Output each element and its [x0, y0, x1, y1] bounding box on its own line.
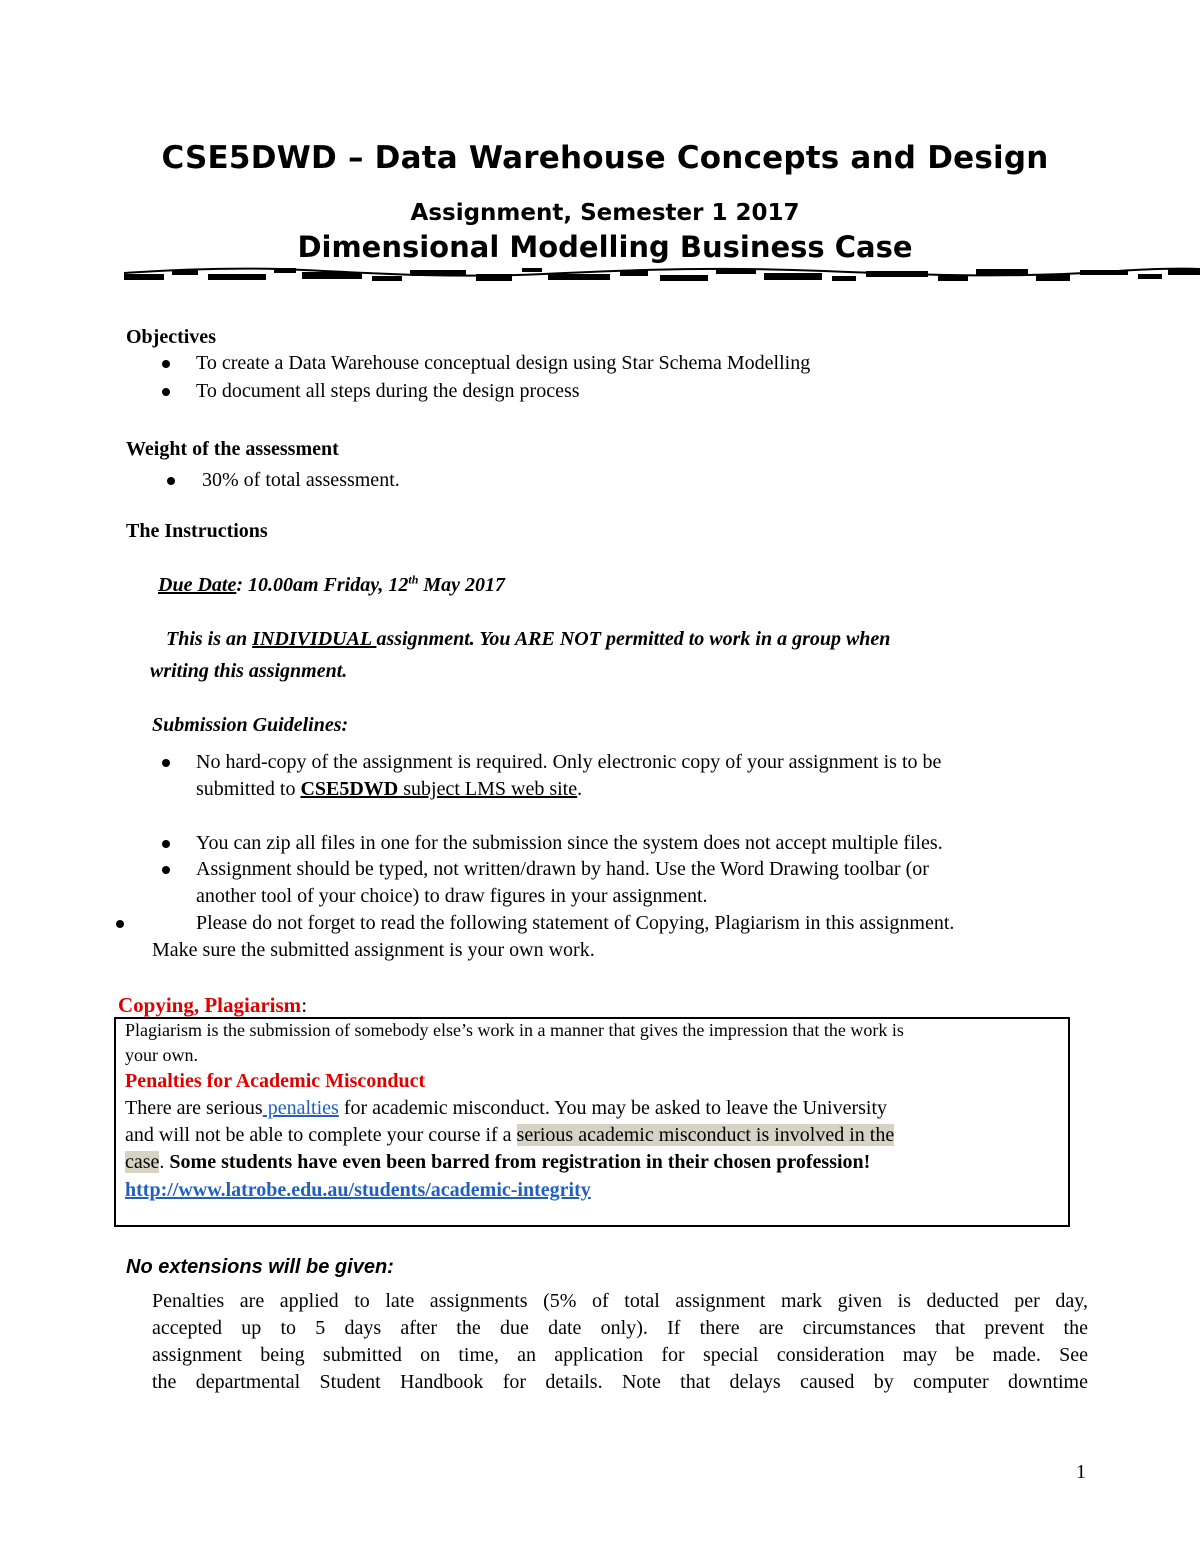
assignment-heading: Dimensional Modelling Business Case [297, 230, 913, 264]
submission-item-3-line2: another tool of your choice) to draw figures in your assignment. [196, 885, 708, 907]
extensions-heading: No extensions will be given: [126, 1256, 394, 1278]
bullet-icon [162, 840, 170, 848]
due-date-label: Due Date [158, 574, 237, 596]
extensions-line-2: accepted up to 5 days after the due date only). If there are circumstances that prevent the [152, 1317, 1088, 1339]
bullet-icon [162, 759, 170, 767]
submission-item-4-line2: Make sure the submitted assignment is your own work. [152, 939, 595, 961]
document-title: CSE5DWD – Data Warehouse Concepts and Design [161, 140, 1049, 176]
bullet-icon [116, 920, 124, 928]
due-date: Due Date: 10.00am Friday, 12th May 2017 [158, 572, 506, 596]
weight-item: 30% of total assessment. [202, 469, 400, 491]
submission-item-4: Please do not forget to read the following statement of Copying, Plagiarism in this assignment. [196, 912, 955, 934]
submission-guidelines-heading: Submission Guidelines: [152, 714, 349, 736]
penalties-link[interactable]: penalties [262, 1097, 339, 1119]
objective-item-1: To create a Data Warehouse conceptual design using Star Schema Modelling [196, 352, 811, 374]
submission-item-3: Assignment should be typed, not written/drawn by hand. Use the Word Drawing toolbar (or [196, 858, 929, 880]
penalties-heading: Penalties for Academic Misconduct [125, 1070, 426, 1092]
individual-notice-line2: writing this assignment. [150, 660, 348, 682]
page-number: 1 [1076, 1461, 1086, 1483]
bullet-icon [162, 866, 170, 874]
bullet-icon [162, 388, 170, 396]
submission-item-1-line2: submitted to CSE5DWD subject LMS web site. [196, 778, 583, 800]
bullet-icon [162, 360, 170, 368]
decorative-divider [124, 262, 1200, 288]
submission-item-2: You can zip all files in one for the submission since the system does not accept multiple files. [196, 832, 943, 854]
penalties-text: There are serious penalties for academic misconduct. You may be asked to leave the University [125, 1097, 887, 1119]
objectives-heading: Objectives [126, 326, 216, 348]
plagiarism-heading: Copying, Plagiarism: [118, 993, 308, 1017]
assignment-subtitle: Assignment, Semester 1 2017 [410, 200, 800, 226]
penalties-text-line3: case. Some students have even been barred from registration in their chosen profession! [125, 1151, 871, 1173]
plagiarism-definition: Plagiarism is the submission of somebody else’s work in a manner that gives the impression that the work is [125, 1020, 904, 1040]
extensions-line-4: the departmental Student Handbook for details. Note that delays caused by computer downtime [152, 1371, 1088, 1393]
weight-heading: Weight of the assessment [126, 438, 339, 460]
extensions-line-3: assignment being submitted on time, an application for special consideration may be made. See [152, 1344, 1088, 1366]
objective-item-2: To document all steps during the design process [196, 380, 580, 402]
instructions-heading: The Instructions [126, 520, 268, 542]
individual-notice: This is an INDIVIDUAL assignment. You ARE NOT permitted to work in a group when [166, 628, 891, 650]
plagiarism-definition-line2: your own. [125, 1045, 198, 1065]
academic-integrity-link[interactable]: http://www.latrobe.edu.au/students/academic-integrity [125, 1179, 591, 1201]
bullet-icon [167, 477, 175, 485]
extensions-line-1: Penalties are applied to late assignments (5% of total assignment mark given is deducted per day, [152, 1290, 1088, 1312]
submission-item-1: No hard-copy of the assignment is required. Only electronic copy of your assignment is to be [196, 751, 942, 773]
penalties-text-line2: and will not be able to complete your course if a serious academic misconduct is involved in the [125, 1124, 895, 1146]
